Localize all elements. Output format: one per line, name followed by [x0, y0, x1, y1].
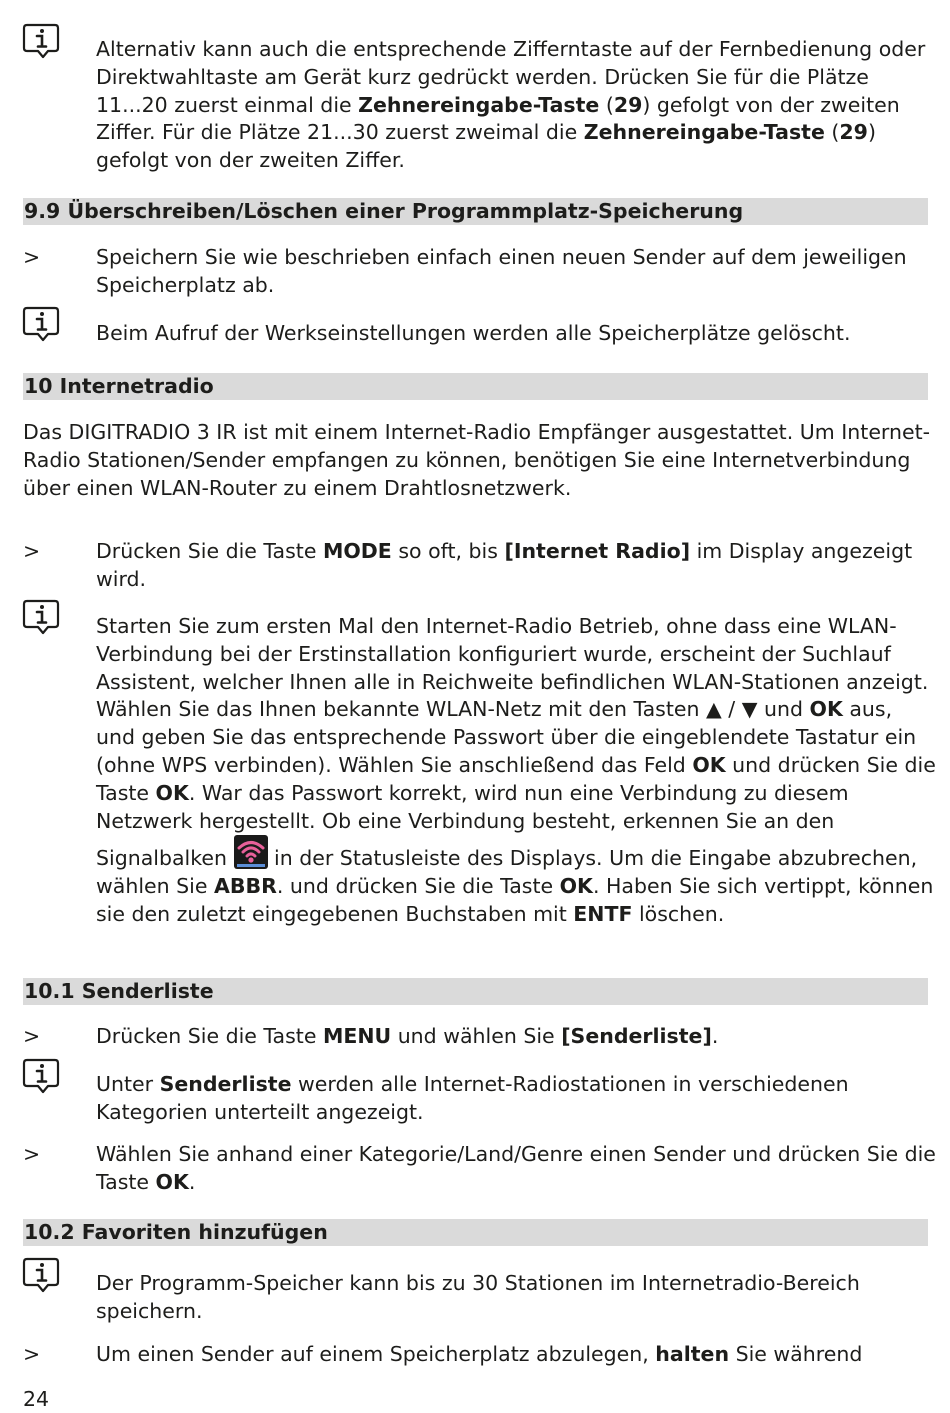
section-heading-10-1: 10.1 Senderliste: [23, 978, 928, 1005]
section-heading-10: 10 Internetradio: [23, 373, 928, 400]
step-arrow: >: [23, 1024, 41, 1048]
info-icon: [21, 305, 61, 343]
step-menu-key: Drücken Sie die Taste MENU und wählen Sie [Senderliste].: [96, 1024, 719, 1048]
info-note-memory: Der Programm-Speicher kann bis zu 30 Stationen im Internetradio-Bereich speichern.: [96, 1271, 860, 1323]
info-icon: [21, 22, 61, 60]
up-arrow-icon: ▲: [706, 697, 722, 722]
step-select-category: Wählen Sie anhand einer Kategorie/Land/Genre einen Sender und drücken Sie die Taste OK.: [96, 1142, 936, 1194]
info-icon: [21, 1057, 61, 1095]
step-arrow: >: [23, 539, 41, 563]
section-heading-10-2: 10.2 Favoriten hinzufügen: [23, 1219, 928, 1246]
info-note-direct-keys: Alternativ kann auch die entsprechende Zifferntaste auf der Fernbedienung oder Direktwahltaste am Gerät kurz gedrückt werden. Drücken Sie für die Plätze 11...20 zuerst einmal die Zehnereingabe-Taste (29) gefolgt von der zweiten Ziffer. Für die Plätze 21...30 zuerst zweimal die Zehnereingabe-Taste (29) gefolgt von der zweiten Ziffer.: [96, 37, 926, 173]
step-arrow: >: [23, 1142, 41, 1166]
info-note-station-list: Unter Senderliste werden alle Internet-Radiostationen in verschiedenen Kategorien unterteilt angezeigt.: [96, 1072, 849, 1124]
step-arrow: >: [23, 245, 41, 269]
info-icon: [21, 1256, 61, 1294]
wifi-signal-icon: [234, 835, 268, 869]
step-arrow: >: [23, 1342, 41, 1366]
step-save-favorite: Um einen Sender auf einem Speicherplatz abzulegen, halten Sie während: [96, 1342, 863, 1366]
info-icon: [21, 598, 61, 636]
step-overwrite: Speichern Sie wie beschrieben einfach einen neuen Sender auf dem jeweiligen Speicherplatz ab.: [96, 245, 907, 297]
page-number: 24: [23, 1387, 50, 1411]
step-mode-key: Drücken Sie die Taste MODE so oft, bis [Internet Radio] im Display angezeigt wird.: [96, 539, 913, 591]
intro-paragraph: Das DIGITRADIO 3 IR ist mit einem Internet-Radio Empfänger ausgestattet. Um Internet-Radio Stationen/Sender empfangen zu können, benötigen Sie eine Internetverbindung über einen WLAN-Router zu einem Drahtlosnetzwerk.: [23, 420, 931, 500]
section-heading-9-9: 9.9 Überschreiben/Löschen einer Programmplatz-Speicherung: [23, 198, 928, 225]
info-note-factory-reset: Beim Aufruf der Werkseinstellungen werden alle Speicherplätze gelöscht.: [96, 321, 851, 345]
info-note-wlan-setup: Starten Sie zum ersten Mal den Internet-Radio Betrieb, ohne dass eine WLAN-Verbindung bei der Erstinstallation konfiguriert wurde, erscheint der Suchlauf Assistent, welcher Ihnen alle in Reichweite befindlichen WLAN-Stationen anzeigt. Wählen Sie das Ihnen bekannte WLAN-Netz mit den Tasten ▲ / ▼ und OK aus, und geben Sie das entsprechende Passwort über die eingeblendete Tastatur ein (ohne WPS verbinden). Wählen Sie anschließend das Feld OK und drücken Sie die Taste OK. War das Passwort korrekt, wird nun eine Verbindung zu diesem Netzwerk hergestellt. Ob eine Verbindung besteht, erkennen Sie an den Signalbalken in der Statusleiste des Displays. Um die Eingabe abzubrechen, wählen Sie ABBR. und drücken Sie die Taste OK. Haben Sie sich vertippt, können sie den zuletzt eingegebenen Buchstaben mit ENTF löschen.: [96, 614, 936, 926]
down-arrow-icon: ▼: [741, 697, 758, 722]
